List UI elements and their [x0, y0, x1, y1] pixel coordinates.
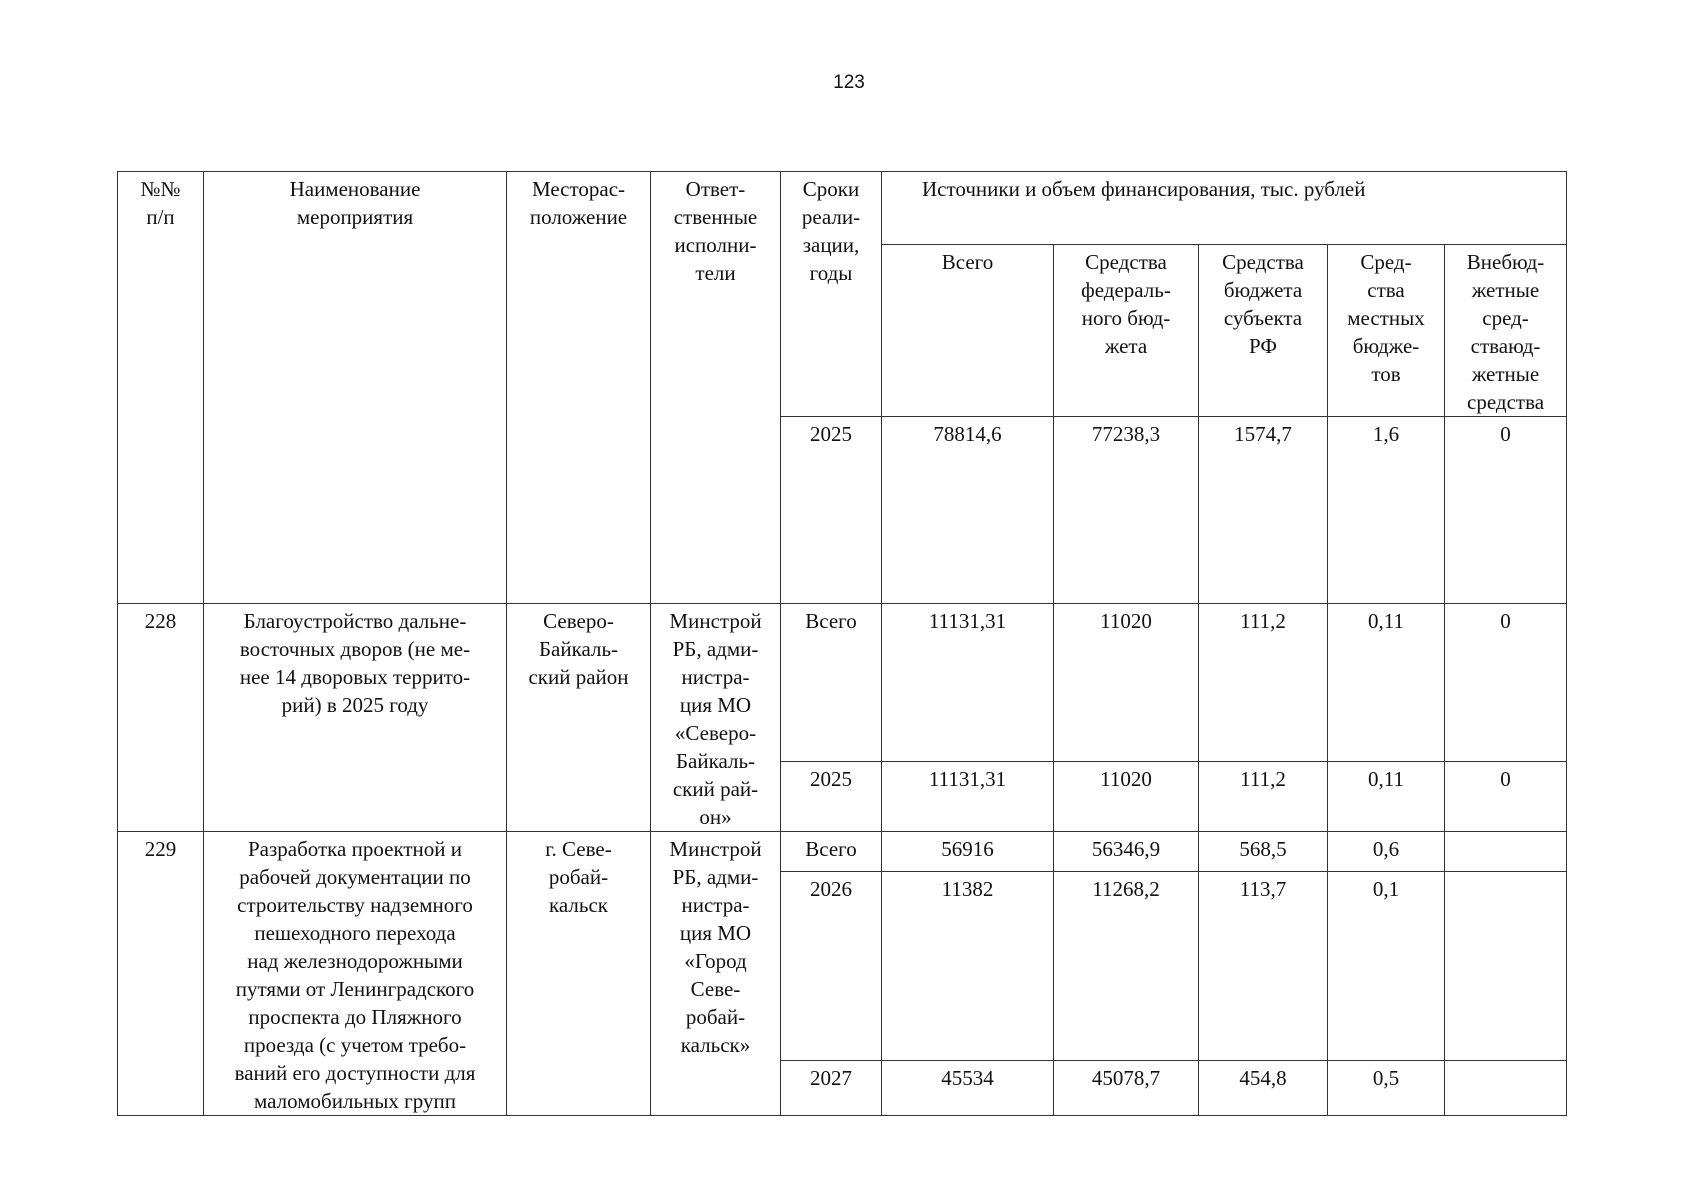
header-extra: Внебюд- жетные сред- стваюд- жетные средства [1445, 245, 1567, 417]
cell-period: Всего [781, 604, 882, 762]
cell-federal: 11020 [1054, 604, 1199, 762]
cell-total: 11131,31 [882, 762, 1054, 832]
cell-extra [1445, 832, 1567, 872]
cell-federal: 56346,9 [1054, 832, 1199, 872]
cell-local: 0,11 [1328, 762, 1445, 832]
cell-subject: 113,7 [1199, 871, 1328, 1061]
cell-extra: 0 [1445, 417, 1567, 604]
cell-executors: Минстрой РБ, адми- нистра- ция МО «Северо- Байкаль- ский рай- он» [651, 604, 781, 832]
header-period: Сроки реали- зации, годы [781, 172, 882, 417]
cell-period: Всего [781, 832, 882, 872]
header-subject: Средства бюджета субъекта РФ [1199, 245, 1328, 417]
cell-period: 2025 [781, 762, 882, 832]
cell-subject: 454,8 [1199, 1061, 1328, 1116]
cell-num: 229 [118, 832, 204, 1116]
cell-federal: 77238,3 [1054, 417, 1199, 604]
financing-table [117, 171, 1567, 1116]
table-row [118, 832, 1567, 872]
cell-location: Северо- Байкаль- ский район [507, 604, 651, 832]
cell-total: 45534 [882, 1061, 1054, 1116]
header-num: №№ п/п [118, 172, 204, 604]
page-number: 123 [833, 72, 865, 93]
cell-period: 2026 [781, 871, 882, 1061]
cell-name: Благоустройство дальне- восточных дворов (не ме- нее 14 дворовых террито- рий) в 2025 году [204, 604, 507, 832]
cell-federal: 11268,2 [1054, 871, 1199, 1061]
cell-local: 0,5 [1328, 1061, 1445, 1116]
cell-name: Разработка проектной и рабочей документации по строительству надземного пешеходного перехода над железнодорожными путями от Ленинградского проспекта до Пляжного проезда (с учетом требо- ваний его доступности для маломобильных групп [204, 832, 507, 1116]
cell-federal: 11020 [1054, 762, 1199, 832]
header-local: Сред- ства местных бюдже- тов [1328, 245, 1445, 417]
cell-local: 0,1 [1328, 871, 1445, 1061]
header-sources: Источники и объем финансирования, тыс. рублей [882, 172, 1567, 245]
header-row-main [118, 172, 1567, 245]
cell-federal: 45078,7 [1054, 1061, 1199, 1116]
cell-subject: 568,5 [1199, 832, 1328, 872]
header-executors: Ответ- ственные исполни- тели [651, 172, 781, 604]
cell-total: 56916 [882, 832, 1054, 872]
header-federal: Средства федераль- ного бюд- жета [1054, 245, 1199, 417]
cell-location: г. Севе- робай- кальск [507, 832, 651, 1116]
cell-extra [1445, 871, 1567, 1061]
header-location: Месторас- положение [507, 172, 651, 604]
cell-executors: Минстрой РБ, адми- нистра- ция МО «Город Севе- робай- кальск» [651, 832, 781, 1116]
cell-extra [1445, 1061, 1567, 1116]
cell-total: 78814,6 [882, 417, 1054, 604]
cell-num: 228 [118, 604, 204, 832]
cell-local: 1,6 [1328, 417, 1445, 604]
table-row [118, 604, 1567, 762]
cell-period: 2025 [781, 417, 882, 604]
cell-period: 2027 [781, 1061, 882, 1116]
cell-subject: 111,2 [1199, 762, 1328, 832]
cell-total: 11131,31 [882, 604, 1054, 762]
cell-subject: 111,2 [1199, 604, 1328, 762]
cell-extra: 0 [1445, 762, 1567, 832]
cell-local: 0,6 [1328, 832, 1445, 872]
cell-extra: 0 [1445, 604, 1567, 762]
cell-local: 0,11 [1328, 604, 1445, 762]
header-total: Всего [882, 245, 1054, 417]
cell-total: 11382 [882, 871, 1054, 1061]
cell-subject: 1574,7 [1199, 417, 1328, 604]
header-name: Наименование мероприятия [204, 172, 507, 604]
